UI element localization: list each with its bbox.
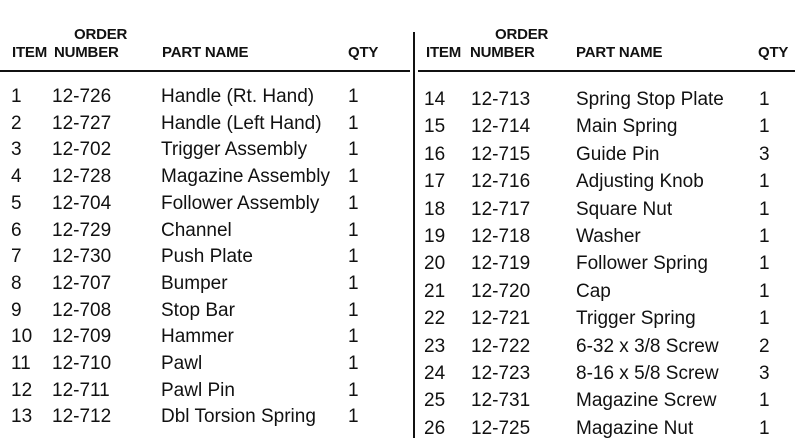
- part-name-cell: Cap: [576, 280, 611, 302]
- item-cell: 2: [11, 112, 22, 134]
- number-cell: 12-709: [52, 326, 112, 348]
- qty-cell: 1: [348, 166, 359, 188]
- number-cell: 12-713: [471, 89, 531, 110]
- qty-cell: 1: [759, 171, 770, 193]
- number-cell: 12-719: [471, 253, 531, 275]
- item-cell: 14: [424, 89, 446, 110]
- part-name-cell: Pawl Pin: [161, 379, 235, 401]
- part-name-cell: Square Nut: [576, 198, 673, 220]
- part-name-cell: Spring Stop Plate: [576, 89, 724, 110]
- qty-cell: 1: [759, 308, 770, 330]
- qty-cell: 1: [759, 226, 770, 247]
- number-cell: 12-728: [52, 166, 112, 188]
- header-rule: [0, 70, 410, 72]
- number-cell: 12-711: [52, 379, 110, 401]
- part-name-cell: Washer: [576, 226, 641, 247]
- part-name-cell: Handle (Rt. Hand): [161, 86, 315, 107]
- number-cell: 12-704: [52, 192, 112, 214]
- header-rule: [418, 70, 795, 72]
- header-number: NUMBER: [54, 44, 119, 61]
- part-name-cell: Magazine Nut: [576, 417, 694, 439]
- number-cell: 12-716: [471, 171, 531, 193]
- part-name-cell: Handle (Left Hand): [161, 112, 322, 134]
- number-cell: 12-707: [52, 272, 112, 294]
- number-cell: 12-731: [471, 390, 531, 412]
- part-name-cell: Follower Assembly: [161, 192, 320, 214]
- part-name-cell: Dbl Torsion Spring: [161, 406, 316, 428]
- header-number: NUMBER: [470, 44, 535, 61]
- qty-cell: 1: [348, 379, 359, 401]
- qty-cell: 1: [348, 86, 359, 107]
- number-cell: 12-717: [471, 198, 531, 220]
- qty-cell: 3: [759, 143, 770, 165]
- qty-cell: 1: [348, 272, 359, 294]
- header-item: ITEM: [12, 44, 48, 61]
- number-cell: 12-725: [471, 417, 531, 439]
- part-name-cell: Pawl: [161, 353, 203, 374]
- qty-cell: 3: [759, 363, 770, 384]
- part-name-cell: Stop Bar: [161, 299, 235, 321]
- part-name-cell: Hammer: [161, 326, 234, 348]
- item-cell: 5: [11, 192, 22, 214]
- part-name-cell: Magazine Screw: [576, 390, 717, 412]
- item-cell: 13: [11, 406, 33, 428]
- qty-cell: 1: [348, 246, 359, 268]
- part-name-cell: Guide Pin: [576, 143, 660, 165]
- part-name-cell: Follower Spring: [576, 253, 708, 275]
- item-cell: 16: [424, 143, 446, 165]
- part-name-cell: Trigger Assembly: [161, 139, 308, 161]
- item-cell: 24: [424, 363, 446, 384]
- qty-cell: 1: [759, 390, 770, 412]
- item-cell: 25: [424, 390, 446, 412]
- item-cell: 4: [11, 166, 22, 188]
- qty-cell: 1: [348, 299, 359, 321]
- qty-cell: 1: [759, 89, 770, 110]
- part-name-cell: Channel: [161, 219, 232, 241]
- item-cell: 17: [424, 171, 446, 193]
- header-qty: QTY: [758, 44, 789, 61]
- number-cell: 12-718: [471, 226, 531, 247]
- item-cell: 21: [424, 280, 446, 302]
- part-name-cell: Adjusting Knob: [576, 171, 704, 193]
- item-cell: 10: [11, 326, 33, 348]
- qty-cell: 1: [348, 219, 359, 241]
- part-name-cell: Magazine Assembly: [161, 166, 330, 188]
- item-cell: 9: [11, 299, 22, 321]
- number-cell: 12-721: [471, 308, 531, 330]
- qty-cell: 1: [348, 112, 359, 134]
- part-name-cell: Main Spring: [576, 116, 678, 138]
- qty-cell: 1: [759, 253, 770, 275]
- qty-cell: 1: [348, 139, 359, 161]
- number-cell: 12-722: [471, 335, 531, 357]
- item-cell: 6: [11, 219, 22, 241]
- part-name-cell: 8-16 x 5/8 Screw: [576, 363, 719, 384]
- item-cell: 20: [424, 253, 446, 275]
- item-cell: 11: [11, 353, 31, 374]
- number-cell: 12-702: [52, 139, 112, 161]
- part-name-cell: Trigger Spring: [576, 308, 696, 330]
- part-name-cell: 6-32 x 3/8 Screw: [576, 335, 719, 357]
- part-name-cell: Bumper: [161, 272, 228, 294]
- item-cell: 12: [11, 379, 33, 401]
- qty-cell: 1: [348, 326, 359, 348]
- header-part-name: PART NAME: [162, 44, 249, 61]
- number-cell: 12-726: [52, 86, 112, 107]
- number-cell: 12-715: [471, 143, 531, 165]
- qty-cell: 1: [348, 406, 359, 428]
- column-divider: [413, 32, 415, 438]
- number-cell: 12-714: [471, 116, 531, 138]
- header-qty: QTY: [348, 44, 379, 61]
- number-cell: 12-729: [52, 219, 112, 241]
- qty-cell: 1: [348, 353, 359, 374]
- qty-cell: 2: [759, 335, 770, 357]
- item-cell: 1: [11, 86, 22, 107]
- qty-cell: 1: [348, 192, 359, 214]
- qty-cell: 1: [759, 198, 770, 220]
- item-cell: 8: [11, 272, 22, 294]
- number-cell: 12-712: [52, 406, 112, 428]
- item-cell: 23: [424, 335, 446, 357]
- header-item: ITEM: [426, 44, 462, 61]
- number-cell: 12-727: [52, 112, 112, 134]
- header-order: ORDER: [74, 26, 128, 43]
- header-part-name: PART NAME: [576, 44, 663, 61]
- item-cell: 22: [424, 308, 446, 330]
- item-cell: 18: [424, 198, 446, 220]
- item-cell: 15: [424, 116, 446, 138]
- item-cell: 3: [11, 139, 22, 161]
- item-cell: 26: [424, 417, 446, 439]
- item-cell: 7: [11, 246, 22, 268]
- number-cell: 12-720: [471, 280, 531, 302]
- item-cell: 19: [424, 226, 446, 247]
- number-cell: 12-710: [52, 353, 112, 374]
- number-cell: 12-723: [471, 363, 531, 384]
- part-name-cell: Push Plate: [161, 246, 253, 268]
- qty-cell: 1: [759, 280, 770, 302]
- qty-cell: 1: [759, 116, 770, 138]
- number-cell: 12-730: [52, 246, 112, 268]
- qty-cell: 1: [759, 417, 770, 439]
- header-order: ORDER: [495, 26, 549, 43]
- number-cell: 12-708: [52, 299, 112, 321]
